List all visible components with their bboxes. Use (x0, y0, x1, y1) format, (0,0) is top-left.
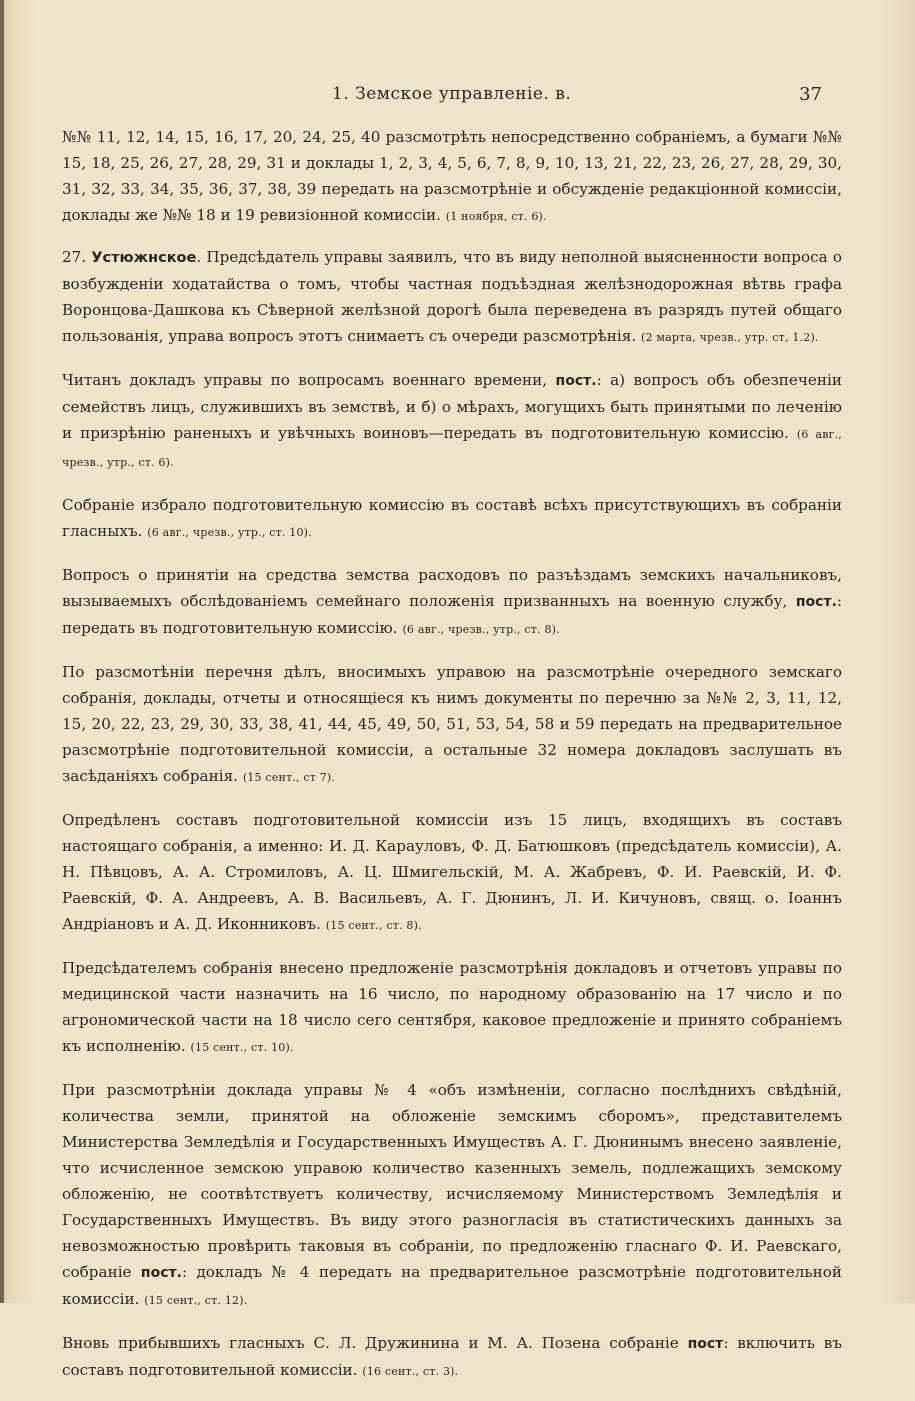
paragraph-text-cont: : докладъ № 4 передать на предварительное разсмотрѣніе подготовительной комиссіи. (62, 1263, 842, 1308)
zemstvo-name: Устюжнское (91, 250, 197, 266)
paragraph-text: Вновь прибывшихъ гласныхъ С. Л. Дружинина и М. А. Позена собраніе (62, 1334, 679, 1352)
paragraph-report-4 (62, 1077, 842, 1314)
session-reference: (6 авг., чрезв., утр., ст. 10). (147, 526, 312, 539)
page-number: 37 (799, 84, 822, 105)
session-reference: (16 сент., ст. 3). (362, 1365, 459, 1378)
paragraph-schedule-proposal (62, 955, 842, 1061)
session-reference: (15 сент., ст. 12). (144, 1294, 248, 1307)
paragraph-text: При разсмотрѣніи доклада управы № 4 «объ измѣненіи, согласно послѣднихъ свѣдѣній, количества земли, принятой на обложеніе земскимъ сборомъ», представителемъ Министерства Земледѣлія и Государственныхъ Имуществъ А. Г. Дюнинымъ внесено заявленіе, что исчисленное земскою управою количество казенныхъ земель, подлежащихъ земскому обложенію, не соотвѣтствуетъ количеству, исчисляемому Министерствомъ Земледѣлія и Государственныхъ Имуществъ. Въ виду этого разногласія въ статистическихъ данныхъ за невозможностью провѣрить таковыя въ собраніи, по предложенію гласнаго Ф. И. Раевскаго, собраніе (62, 1081, 842, 1281)
paragraph-commission-elected (62, 492, 842, 546)
paragraph-list-of-affairs (62, 659, 842, 791)
running-head: 1. Земское управленіе. в. (332, 84, 572, 104)
resolution-mark: пост (687, 1336, 724, 1352)
session-reference: (15 сент., ст. 8). (325, 919, 422, 932)
paragraph-text: Опредѣленъ составъ подготовительной комиссіи изъ 15 лицъ, входящихъ въ составъ настоящаго собранія, а именно: И. Д. Карауловъ, Ф. Д. Батюшковъ (предсѣдатель комиссіи), А. Н. Пѣвцовъ, А. А. Стромиловъ, А. Ц. Шмигельскій, М. А. Жабревъ, Ф. И. Раевскій, И. Ф. Раевскій, Ф. А. Андреевъ, А. В. Васильевъ, А. Г. Дюнинъ, Л. И. Кичуновъ, свящ. о. Іоаннъ Андріановъ и А. Д. Иконниковъ. (62, 811, 842, 933)
page-spine-edge (0, 0, 4, 1303)
paragraph-text: Собраніе избрало подготовительную комиссію въ составѣ всѣхъ присутствующихъ въ собраніи гласныхъ. (62, 496, 842, 540)
session-reference: (6 авг., чрезв., утр., ст. 6). (62, 428, 842, 469)
paragraph-text: По разсмотѣніи перечня дѣлъ, вносимыхъ управою на разсмотрѣніе очередного земскаго собранія, доклады, отчеты и относящіеся къ нимъ документы по перечню за №№ 2, 3, 11, 12, 15, 20, 22, 23, 29, 30, 33, 38, 41, 44, 45, 49, 50, 51, 53, 54, 58 и 59 передать на предварительное разсмотрѣніе подготовительной комиссіи, а остальные 32 номера докладовъ заслушать въ засѣданіяхъ собранія. (62, 663, 842, 785)
resolution-mark: пост. (140, 1265, 182, 1281)
paragraph-text-cont: : а) вопросъ объ обезпеченіи семействъ лицъ, служившихъ въ земствѣ, и б) о мѣрахъ, могущихъ быть принятыми по леченію и призрѣнію раненыхъ и увѣчныхъ воиновъ—передать въ подготовительную комиссію. (62, 371, 842, 442)
paragraph-text: Вопросъ о принятіи на средства земства расходовъ по разъѣздамъ земскихъ начальниковъ, вызываемыхъ обслѣдованіемъ семейнаго положенія призванныхъ на военную службу, (62, 566, 842, 610)
paragraph-travel-expenses (62, 562, 842, 643)
body-text (62, 124, 842, 1401)
session-reference: (15 сент., ст 7). (242, 771, 336, 784)
resolution-mark: пост. (795, 594, 837, 610)
page-header (62, 84, 822, 114)
paragraph-text-cont: : включить въ составъ подготовительной комиссіи. (62, 1334, 842, 1379)
session-reference: (15 сент., ст. 10). (190, 1041, 294, 1054)
paragraph-text: Читанъ докладъ управы по вопросамъ военнаго времени, (62, 371, 548, 389)
paragraph-commission-members (62, 807, 842, 939)
paragraph-text: №№ 11, 12, 14, 15, 16, 17, 20, 24, 25, 40 разсмотрѣть непосредственно собраніемъ, а бумаги №№ 15, 18, 25, 26, 27, 28, 29, 31 и доклады 1, 2, 3, 4, 5, 6, 7, 8, 9, 10, 13, 21, 22, 23, 26, 27, 28, 29, 30, 31, 32, 33, 34, 35, 36, 37, 38, 39 передать на разсмотрѣніе и обсужденіе редакціонной комиссіи, доклады же №№ 18 и 19 ревизіонной комиссіи. (62, 128, 842, 224)
section-number: 27. (62, 248, 92, 266)
session-reference: (6 авг., чрезв., утр., ст. 8). (402, 623, 560, 636)
paragraph-text-cont: : передать въ подготовительную комиссію. (62, 592, 843, 637)
paragraph-war-questions (62, 367, 842, 476)
paragraph-ustyuzhnskoe (62, 244, 842, 351)
session-reference: (2 марта, чрезв., утр. ст, 1.2). (641, 331, 819, 344)
session-reference: (1 ноября, ст. 6). (445, 210, 547, 223)
paragraph-text: . Предсѣдатель управы заявилъ, что въ виду неполной выясненности вопроса о возбужденіи ходатайства о томъ, чтобы частная подъѣздная желѣзнодорожная вѣтвь графа Воронцова-Дашкова къ Сѣверной желѣзной дорогѣ была переведена въ разрядъ путей общаго пользованія, управа вопросъ этотъ снимаетъ съ очереди разсмотрѣнія. (62, 248, 842, 345)
paragraph-new-members (62, 1330, 842, 1385)
resolution-mark: пост. (555, 373, 597, 389)
paragraph-text: Предсѣдателемъ собранія внесено предложеніе разсмотрѣнія докладовъ и отчетовъ управы по медицинской части назначить на 16 число, по народному образованію на 17 число и по агрономической части на 18 число сего сентября, каковое предложеніе и принято собраніемъ къ исполненію. (62, 959, 842, 1055)
paragraph-continued (62, 124, 842, 230)
